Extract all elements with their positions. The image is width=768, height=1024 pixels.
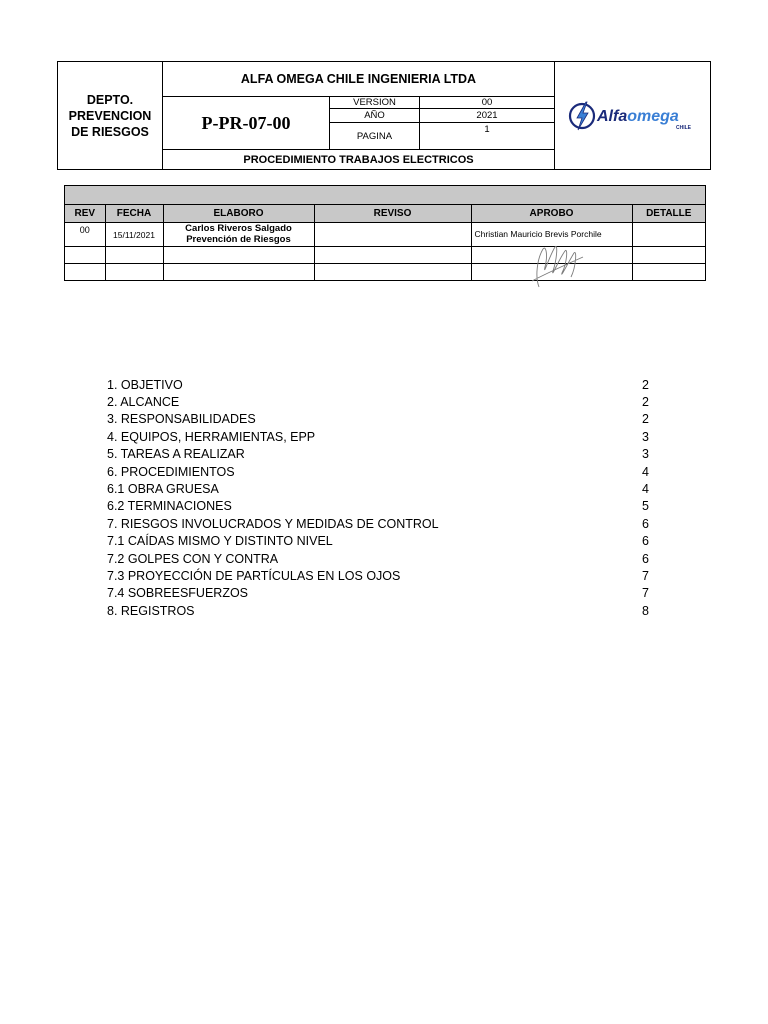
- revision-table: [64, 185, 706, 281]
- elaboro-cell: Carlos Riveros Salgado Prevención de Riesgos: [163, 223, 314, 247]
- aprobo-cell: Christian Mauricio Brevis Porchile: [471, 223, 632, 247]
- toc-entry: [107, 498, 649, 515]
- toc-entry: [107, 585, 649, 602]
- reviso-cell: [314, 247, 471, 264]
- toc-title: 7. RIESGOS INVOLUCRADOS Y MEDIDAS DE CONTROL: [107, 516, 439, 531]
- procedure-title: PROCEDIMIENTO TRABAJOS ELECTRICOS: [243, 154, 474, 166]
- toc-entry: [107, 428, 649, 445]
- elaboro-cell: [163, 264, 314, 281]
- fecha-cell: 15/11/2021: [105, 223, 163, 247]
- toc-page: 2: [642, 377, 649, 392]
- toc-title: 7.3 PROYECCIÓN DE PARTÍCULAS EN LOS OJOS: [107, 568, 401, 583]
- toc-entry: [107, 411, 649, 428]
- table-row: [65, 223, 705, 247]
- toc-page: 6: [642, 534, 649, 549]
- toc-page: 2: [642, 412, 649, 427]
- toc-page: 3: [642, 429, 649, 444]
- col-elaboro: ELABORO: [163, 205, 314, 223]
- rev-cell: 00: [65, 223, 105, 247]
- page-value: 1: [420, 123, 554, 150]
- logo-mark-icon: [568, 96, 698, 136]
- toc-title: 6.2 TERMINACIONES: [107, 499, 232, 514]
- page-label: PAGINA: [330, 123, 420, 150]
- toc-title: 5. TAREAS A REALIZAR: [107, 447, 245, 462]
- toc-title: 8. REGISTROS: [107, 603, 195, 618]
- detalle-cell: [632, 223, 705, 247]
- year-value: 2021: [420, 109, 554, 123]
- toc-title: 1. OBJETIVO: [107, 377, 183, 392]
- table-row: [65, 247, 705, 264]
- toc-page: 2: [642, 395, 649, 410]
- revision-table-band: [65, 186, 705, 205]
- toc-entry: [107, 567, 649, 584]
- col-rev: REV: [65, 205, 105, 223]
- toc-entry: [107, 376, 649, 393]
- toc-entry: [107, 515, 649, 532]
- approver-signature: [527, 237, 587, 291]
- reviso-cell: [314, 264, 471, 281]
- year-label: AÑO: [330, 109, 420, 123]
- toc-title: 6. PROCEDIMIENTOS: [107, 464, 235, 479]
- company-name: ALFA OMEGA CHILE INGENIERIA LTDA: [163, 62, 554, 97]
- document-code: P-PR-07-00: [163, 97, 330, 150]
- toc-page: 7: [642, 586, 649, 601]
- table-of-contents: [107, 376, 649, 619]
- toc-page: 6: [642, 516, 649, 531]
- version-value: 00: [420, 97, 554, 109]
- toc-title: 7.4 SOBREESFUERZOS: [107, 586, 249, 601]
- document-header: [57, 61, 711, 170]
- svg-text:Alfaomega: [596, 108, 679, 125]
- toc-title: 4. EQUIPOS, HERRAMIENTAS, EPP: [107, 429, 316, 444]
- col-detalle: DETALLE: [632, 205, 705, 223]
- department-label: DEPTO. PREVENCION DE RIESGOS: [58, 62, 163, 170]
- revision-header-row: [65, 205, 705, 223]
- col-aprobo: APROBO: [471, 205, 632, 223]
- toc-entry: [107, 550, 649, 567]
- toc-page: 4: [642, 482, 649, 497]
- reviso-cell: [314, 223, 471, 247]
- toc-entry: [107, 602, 649, 619]
- rev-cell: [65, 247, 105, 264]
- toc-entry: [107, 463, 649, 480]
- toc-page: 8: [642, 603, 649, 618]
- toc-title: 7.1 CAÍDAS MISMO Y DISTINTO NIVEL: [107, 534, 333, 549]
- toc-entry: [107, 480, 649, 497]
- table-row: [65, 264, 705, 281]
- toc-page: 3: [642, 447, 649, 462]
- company-logo: [554, 62, 711, 170]
- version-label: VERSION: [330, 97, 420, 109]
- toc-title: 2. ALCANCE: [107, 395, 180, 410]
- toc-title: 7.2 GOLPES CON Y CONTRA: [107, 551, 279, 566]
- toc-page: 6: [642, 551, 649, 566]
- elaboro-cell: [163, 247, 314, 264]
- toc-page: 7: [642, 568, 649, 583]
- logo-sub: CHILE: [676, 125, 691, 131]
- col-fecha: FECHA: [105, 205, 163, 223]
- logo-word-alfa: Alfa: [597, 108, 628, 125]
- rev-cell: [65, 264, 105, 281]
- detalle-cell: [632, 247, 705, 264]
- col-reviso: REVISO: [314, 205, 471, 223]
- toc-page: 5: [642, 499, 649, 514]
- fecha-cell: [105, 264, 163, 281]
- toc-title: 3. RESPONSABILIDADES: [107, 412, 256, 427]
- fecha-cell: [105, 247, 163, 264]
- toc-entry: [107, 393, 649, 410]
- detalle-cell: [632, 264, 705, 281]
- toc-page: 4: [642, 464, 649, 479]
- toc-entry: [107, 533, 649, 550]
- toc-title: 6.1 OBRA GRUESA: [107, 482, 219, 497]
- logo-word-omega: omega: [627, 108, 679, 125]
- toc-entry: [107, 446, 649, 463]
